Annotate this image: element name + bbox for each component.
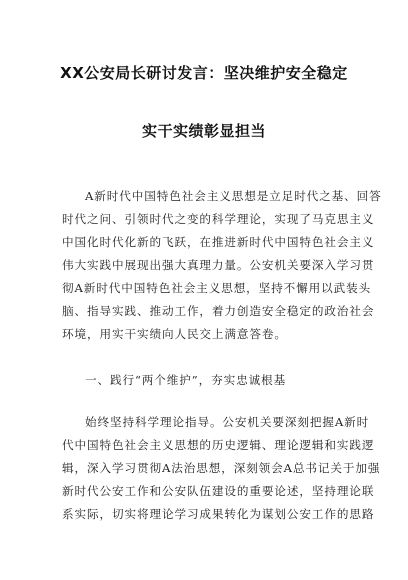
paragraph-1-line-4: 伟大实践中展现出强大真理力量。公安机关要深入学习贯 (62, 258, 375, 272)
paragraph-2-line-3: 辑，深入学习贯彻A法治思想，深刻领会A总书记关于加强 (62, 461, 381, 475)
paragraph-1-line-7: 环境，用实干实绩向人民交上满意答卷。 (62, 327, 287, 341)
paragraph-1-line-2: 时代之问、引领时代之变的科学理论，实现了马克思主义 (62, 212, 375, 226)
paragraph-1-line-5: 彻A新时代中国特色社会主义思想，坚持不懈用以武装头 (62, 281, 372, 295)
paragraph-1-line-3: 中国化时代化新的飞跃，在推进新时代中国特色社会主义 (62, 235, 375, 249)
document-title-line-2: 实干实绩彰显担当 (141, 122, 266, 140)
paragraph-2-line-1: 始终坚持科学理论指导。公安机关要深刻把握A新时 (85, 415, 370, 429)
paragraph-1-line-6: 脑、指导实践、推动工作，着力创造安全稳定的政治社会 (62, 304, 375, 318)
paragraph-2-line-4: 新时代公安工作和公安队伍建设的重要论述，坚持理论联 (62, 484, 375, 498)
document-title-line-1: XX公安局长研讨发言：坚决维护安全稳定 (60, 64, 348, 82)
paragraph-2-line-2: 代中国特色社会主义思想的历史逻辑、理论逻辑和实践逻 (62, 438, 375, 452)
paragraph-1-line-1: A新时代中国特色社会主义思想是立足时代之基、回答 (85, 189, 382, 203)
paragraph-2-line-5: 系实际，切实将理论学习成果转化为谋划公安工作的思路 (62, 507, 375, 521)
section-1-heading: 一、践行“两个维护”，夯实忠诚根基 (85, 373, 287, 387)
